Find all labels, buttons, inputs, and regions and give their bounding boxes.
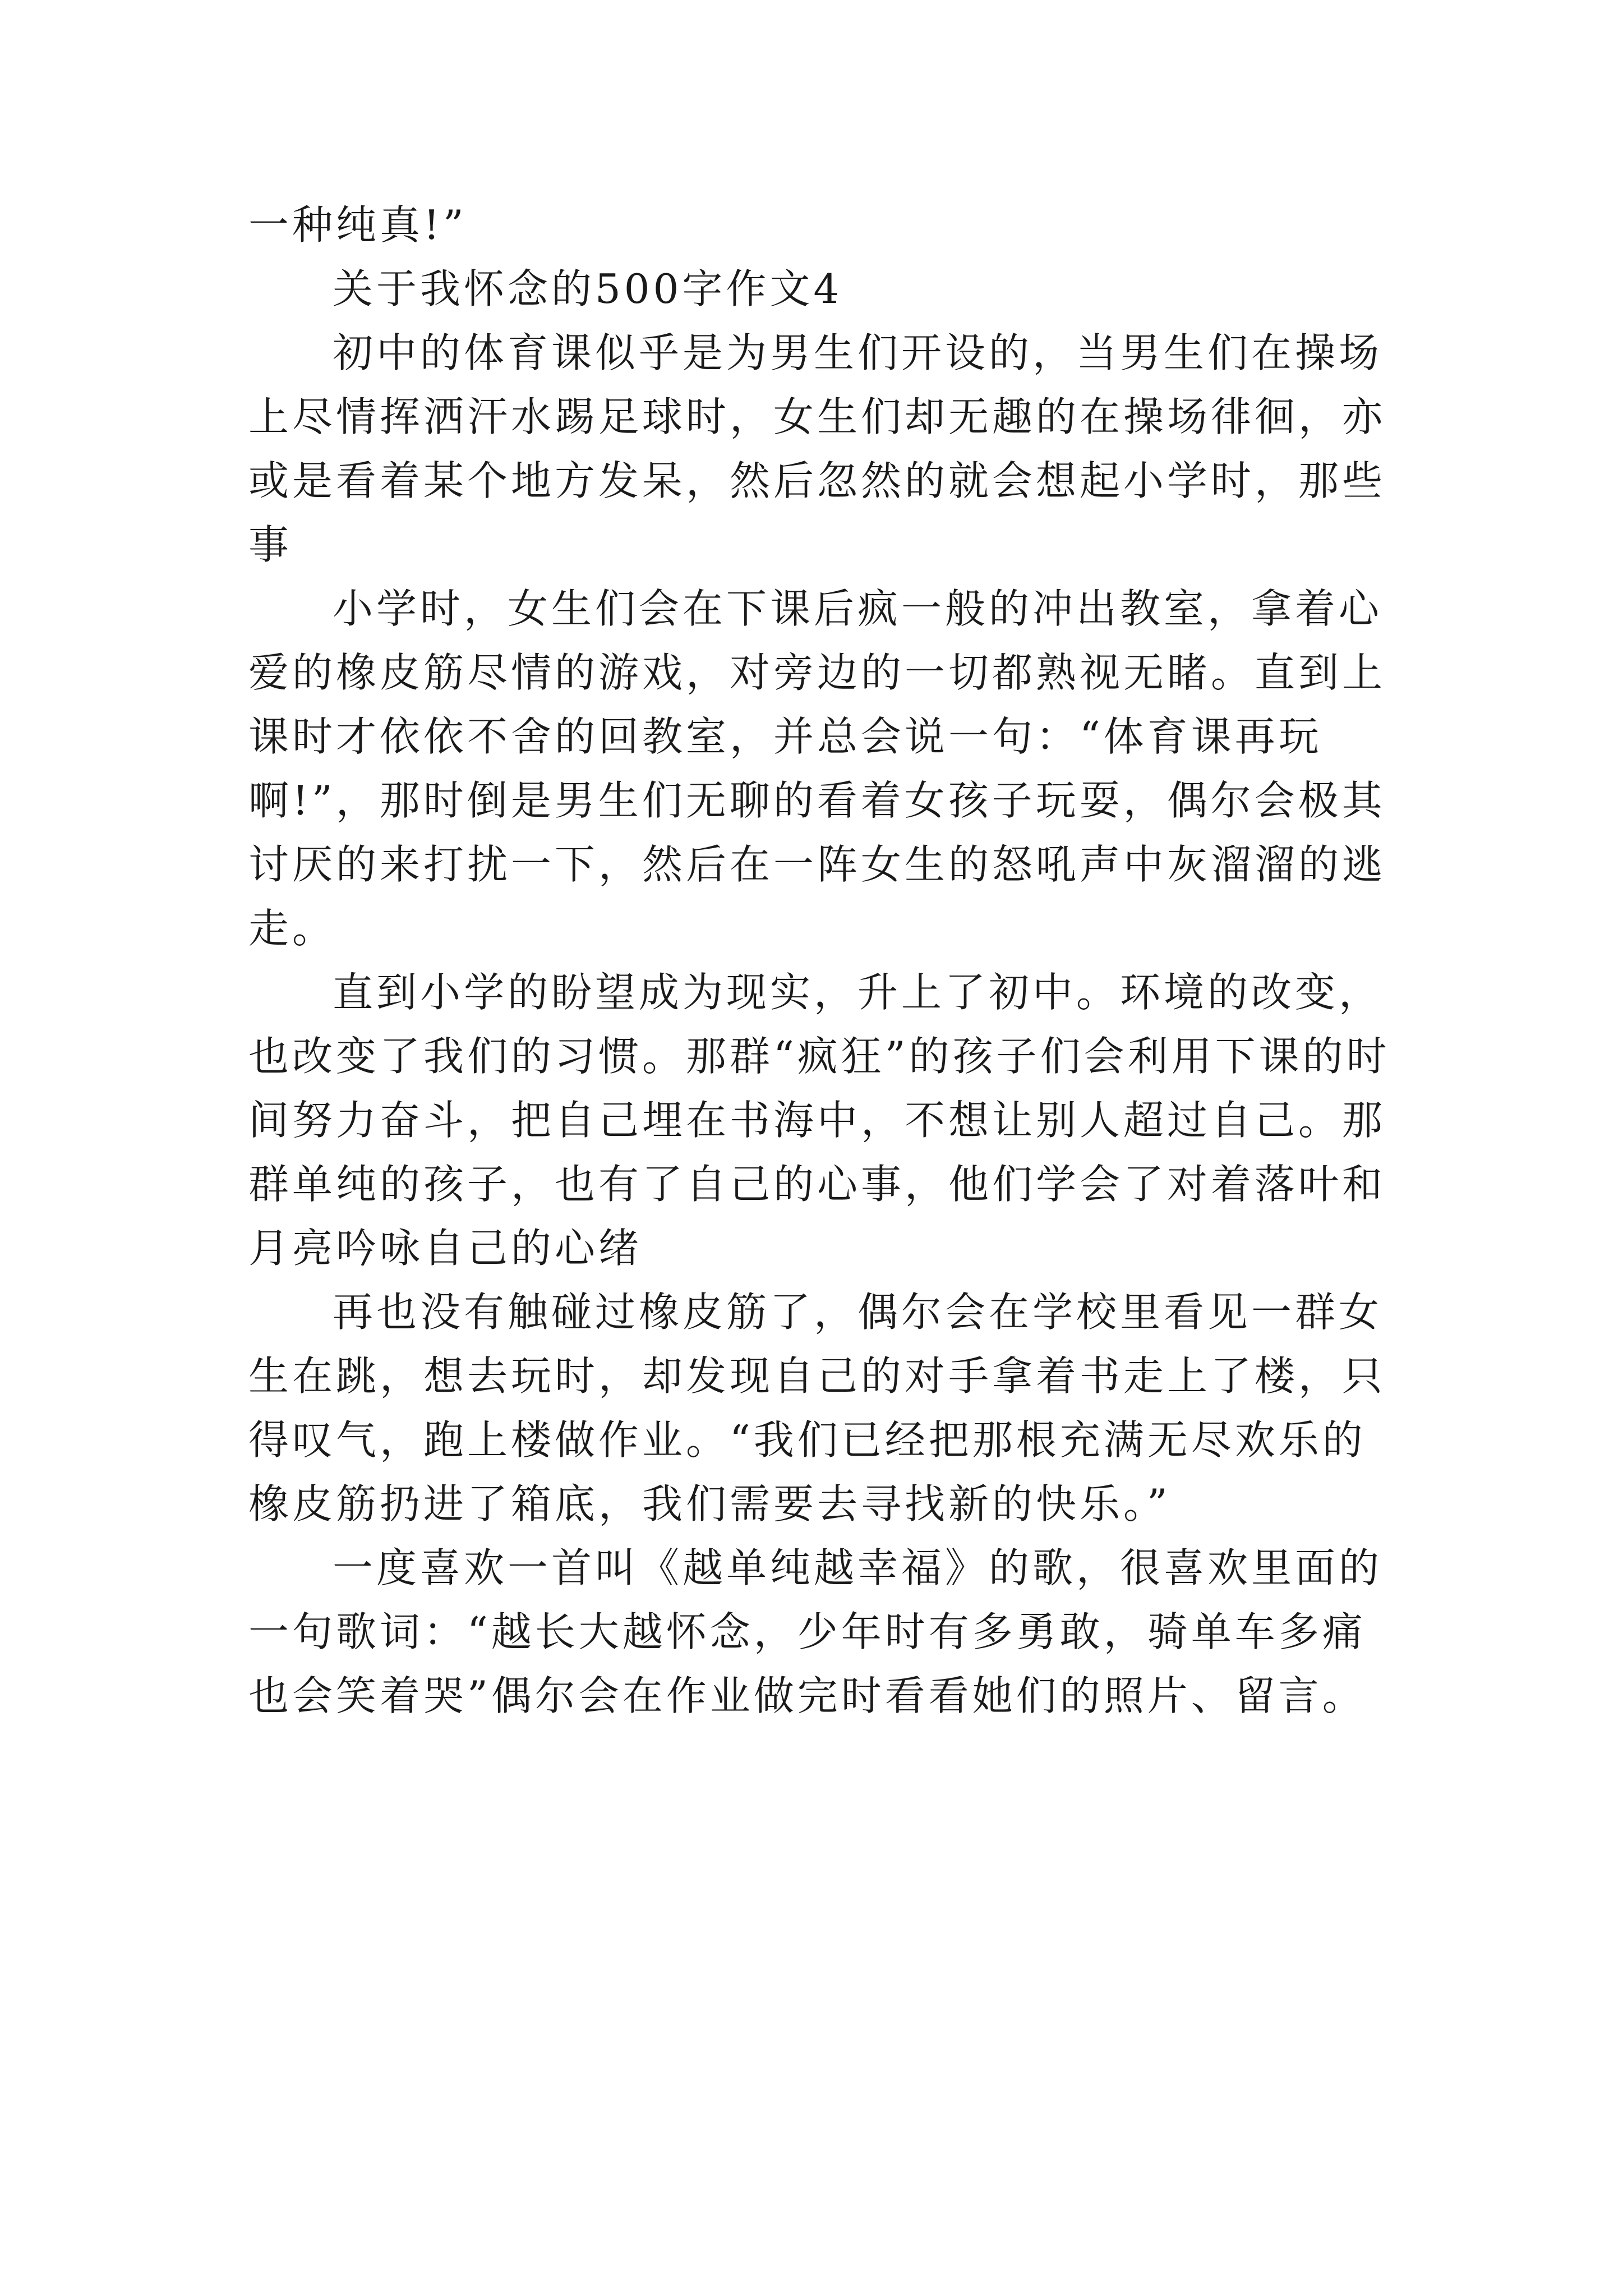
paragraph: 初中的体育课似乎是为男生们开设的，当男生们在操场上尽情挥洒汗水踢足球时，女生们却无趣的在操场徘徊，亦或是看着某个地方发呆，然后忽然的就会想起小学时，那些事: [248, 329, 1386, 568]
paragraph: 直到小学的盼望成为现实，升上了初中。环境的改变，也改变了我们的习惯。那群“疯狂”的孩子们会利用下课的时间努力奋斗，把自己埋在书海中，不想让别人超过自己。那群单纯的孩子，也有了自己的心事，他们学会了对着落叶和月亮吟咏自己的心绪: [248, 969, 1390, 1272]
document-body: [248, 193, 1393, 1728]
paragraph: 一度喜欢一首叫《越单纯越幸福》的歌，很喜欢里面的一句歌词：“越长大越怀念，少年时有多勇敢，骑单车多痛也会笑着哭”偶尔会在作业做完时看看她们的照片、留言。: [248, 1544, 1383, 1719]
paragraph: 小学时，女生们会在下课后疯一般的冲出教室，拿着心爱的橡皮筋尽情的游戏，对旁边的一切都熟视无睹。直到上课时才依依不舍的回教室，并总会说一句：“体育课再玩啊!”，那时倒是男生们无聊的看着女孩子玩耍，偶尔会极其讨厌的来打扰一下，然后在一阵女生的怒吼声中灰溜溜的逃走。: [248, 585, 1386, 952]
paragraph: 再也没有触碰过橡皮筋了，偶尔会在学校里看见一群女生在跳，想去玩时，却发现自己的对手拿着书走上了楼，只得叹气，跑上楼做作业。“我们已经把那根充满无尽欢乐的橡皮筋扔进了箱底，我们需要去寻找新的快乐。”: [248, 1289, 1386, 1527]
section-heading: 关于我怀念的500字作文4: [333, 265, 843, 312]
paragraph-continuation: 一种纯真!”: [248, 201, 467, 249]
